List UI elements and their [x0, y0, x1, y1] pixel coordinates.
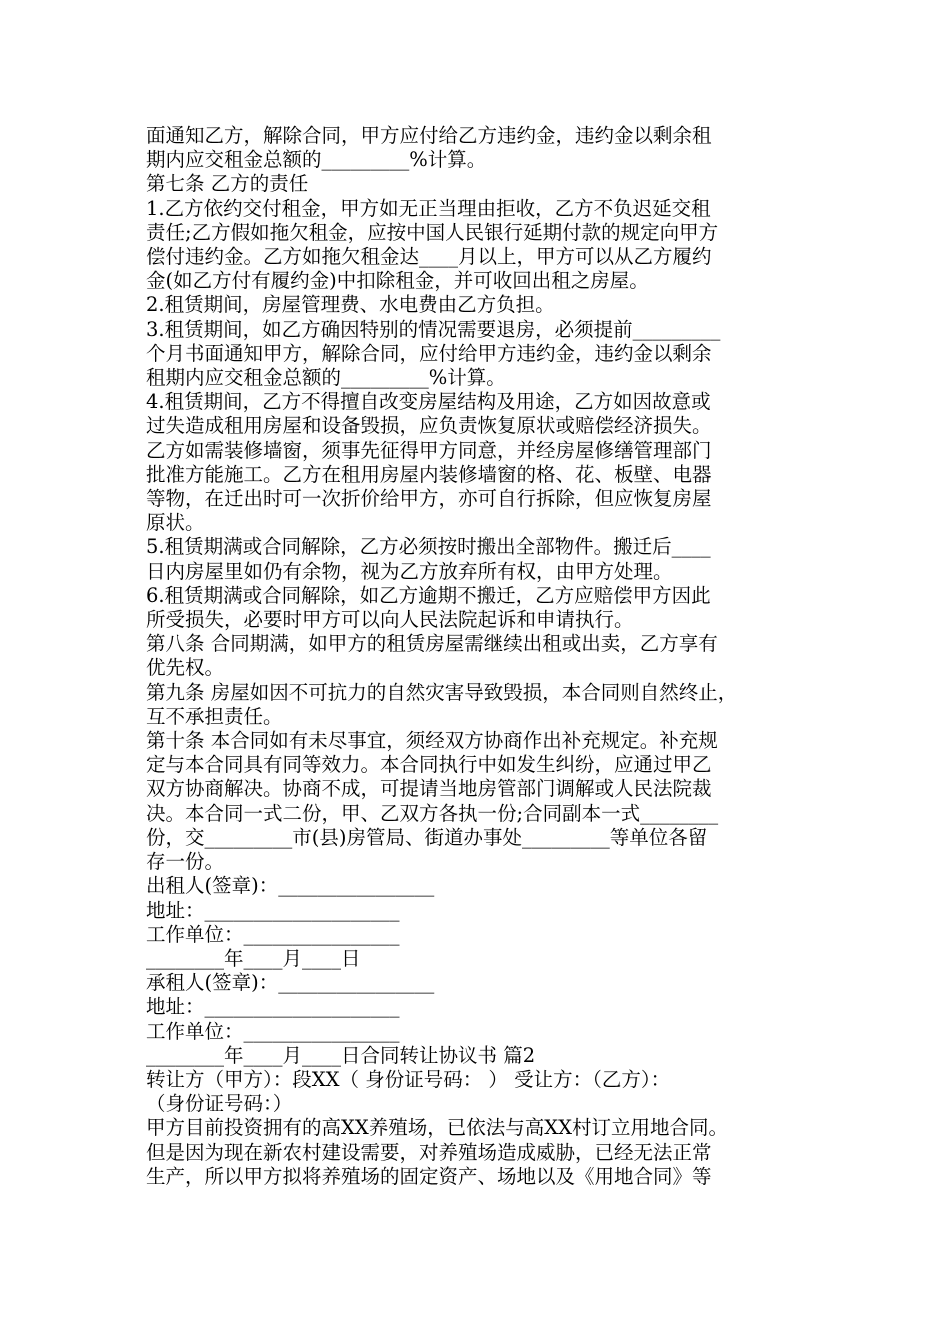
text-line: 生产，所以甲方拟将养殖场的固定资产、场地以及《用地合同》等	[146, 1164, 712, 1188]
text-line: 乙方如需装修墙窗，须事先征得甲方同意，并经房屋修缮管理部门	[146, 438, 712, 462]
text-line: 期内应交租金总额的_________%计算。	[146, 148, 487, 172]
text-line: 过失造成租用房屋和设备毁损，应负责恢复原状或赔偿经济损失。	[146, 414, 712, 438]
lessor-address-line: 地址：____________________	[146, 898, 400, 922]
text-line: 责任;乙方假如拖欠租金，应按中国人民银行延期付款的规定向甲方	[146, 220, 719, 244]
text-line: 4.租赁期间，乙方不得擅自改变房屋结构及用途，乙方如因故意或	[146, 390, 711, 414]
text-line: 批准方能施工。乙方在租用房屋内装修墙窗的格、花、板壁、电器	[146, 462, 712, 486]
text-line: 2.租赁期间，房屋管理费、水电费由乙方负担。	[146, 293, 555, 317]
text-line: 定与本合同具有同等效力。本合同执行中如发生纠纷，应通过甲乙	[146, 753, 712, 777]
text-line: 6.租赁期满或合同解除，如乙方逾期不搬迁，乙方应赔偿甲方因此	[146, 583, 711, 607]
text-line: 决。本合同一式二份，甲、乙双方各执一份;合同副本一式________	[146, 801, 719, 825]
text-line: 5.租赁期满或合同解除，乙方必须按时搬出全部物件。搬迁后____	[146, 535, 711, 559]
lessor-signature-line: 出租人(签章)：________________	[146, 874, 435, 898]
section-heading: 第七条 乙方的责任	[146, 172, 309, 196]
text-line: 1.乙方依约交付租金，甲方如无正当理由拒收，乙方不负迟延交租	[146, 196, 711, 220]
section-heading: 第八条 合同期满，如甲方的租赁房屋需继续出租或出卖，乙方享有	[146, 632, 718, 656]
lessee-date-line: ________年____月____日合同转让协议书 篇2	[146, 1043, 536, 1067]
text-line: 租期内应交租金总额的_________%计算。	[146, 366, 506, 390]
text-line: 优先权。	[146, 656, 225, 680]
parties-line: 转让方（甲方）：段XX（ 身份证号码： ） 受让方：（乙方）：	[146, 1067, 671, 1091]
text-line: 但是因为现在新农村建设需要，对养殖场造成威胁，已经无法正常	[146, 1140, 712, 1164]
text-line: 金(如乙方付有履约金)中扣除租金，并可收回出租之房屋。	[146, 269, 649, 293]
text-line: 个月书面通知甲方，解除合同，应付给甲方违约金，违约金以剩余	[146, 341, 712, 365]
text-line: 偿付违约金。乙方如拖欠租金达____月以上，甲方可以从乙方履约	[146, 245, 712, 269]
text-line: 日内房屋里如仍有余物，视为乙方放弃所有权，由甲方处理。	[146, 559, 673, 583]
text-line: 所受损失，必要时甲方可以向人民法院起诉和申请执行。	[146, 608, 634, 632]
lessee-employer-line: 工作单位：________________	[146, 1019, 400, 1043]
text-line: 互不承担责任。	[146, 704, 283, 728]
lessor-employer-line: 工作单位：________________	[146, 922, 400, 946]
lessee-address-line: 地址：____________________	[146, 995, 400, 1019]
text-line: 甲方目前投资拥有的高XX养殖场，已依法与高XX村订立用地合同。	[146, 1116, 729, 1140]
text-line: （身份证号码：）	[146, 1092, 293, 1116]
section-heading: 第十条 本合同如有未尽事宜，须经双方协商作出补充规定。补充规	[146, 729, 718, 753]
text-line: 3.租赁期间，如乙方确因特别的情况需要退房，必须提前_________	[146, 317, 721, 341]
text-line: 双方协商解决。协商不成，可提请当地房管部门调解或人民法院裁	[146, 777, 712, 801]
lessor-date-line: ________年____月____日	[146, 946, 361, 970]
text-line: 原状。	[146, 511, 205, 535]
lessee-signature-line: 承租人(签章)：________________	[146, 971, 435, 995]
document-page	[146, 124, 836, 1189]
text-line: 份，交_________市(县)房管局、街道办事处_________等单位各留	[146, 825, 708, 849]
text-line: 存一份。	[146, 850, 225, 874]
text-line: 等物，在迁出时可一次折价给甲方，亦可自行拆除，但应恢复房屋	[146, 487, 712, 511]
section-heading: 第九条 房屋如因不可抗力的自然灾害导致毁损，本合同则自然终止，	[146, 680, 738, 704]
text-line: 面通知乙方，解除合同，甲方应付给乙方违约金，违约金以剩余租	[146, 124, 712, 147]
